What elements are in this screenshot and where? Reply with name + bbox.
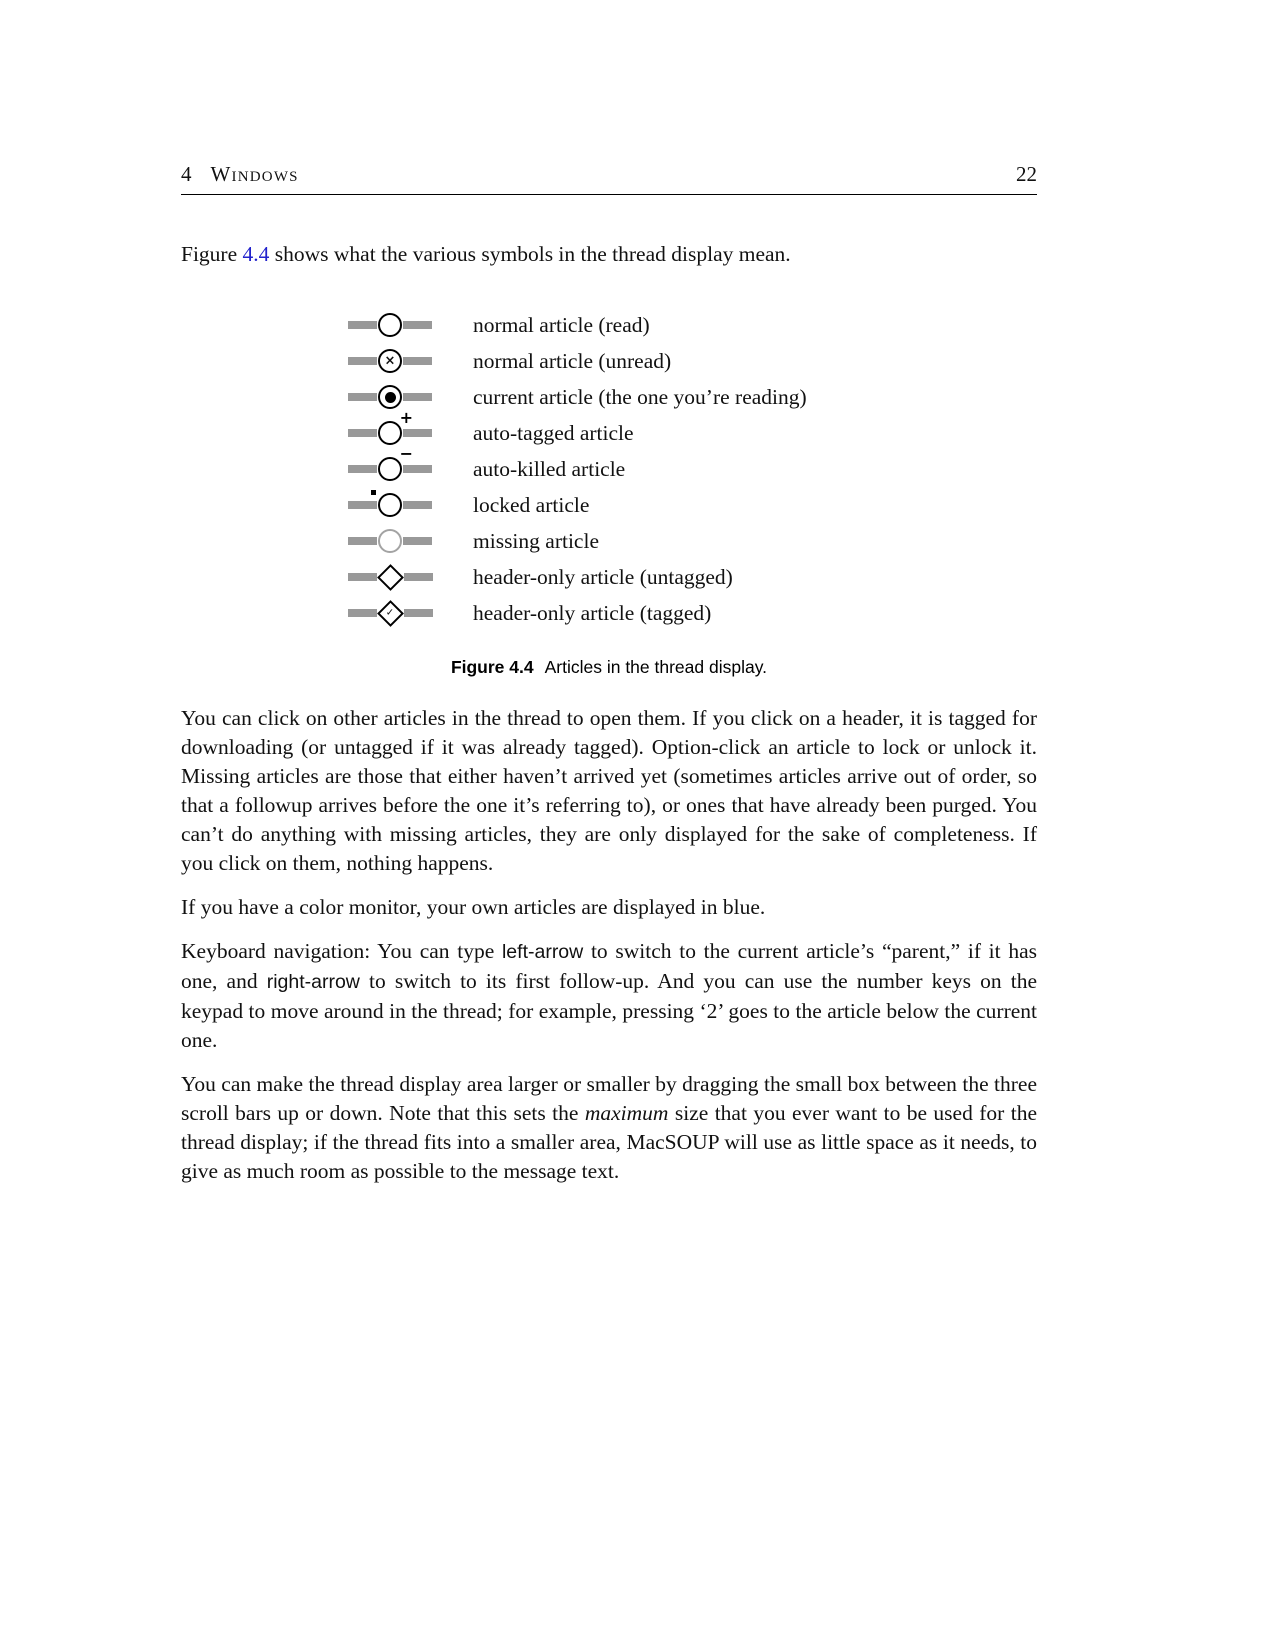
section-title: Windows bbox=[210, 162, 299, 186]
symbol-row-missing bbox=[333, 523, 1037, 559]
symbol-label: normal article (unread) bbox=[473, 348, 672, 373]
figure-caption bbox=[181, 657, 1037, 678]
symbol-label: missing article bbox=[473, 528, 599, 553]
symbol-row-unread bbox=[333, 343, 1037, 379]
section-number: 4 bbox=[181, 162, 192, 186]
paragraph-resize-thread-display bbox=[181, 1070, 1037, 1186]
intro-text-before: Figure bbox=[181, 242, 243, 266]
page-number: 22 bbox=[1016, 162, 1037, 186]
page-content bbox=[181, 162, 1037, 1186]
thread-line-right bbox=[403, 429, 432, 437]
figure-4-4-link[interactable]: 4.4 bbox=[242, 242, 270, 266]
symbol-label: normal article (read) bbox=[473, 312, 650, 337]
current-article-icon bbox=[333, 385, 447, 409]
article-circle bbox=[378, 313, 402, 337]
symbol-row-auto-tagged bbox=[333, 408, 1037, 451]
locked-article-icon bbox=[333, 493, 447, 517]
thread-line-right bbox=[404, 573, 433, 581]
auto-killed-article-icon bbox=[333, 444, 447, 481]
lock-dot bbox=[371, 490, 376, 495]
header-diamond bbox=[377, 600, 404, 627]
figure-caption-label: Figure 4.4 bbox=[450, 657, 534, 677]
paragraph-color-monitor: If you have a color monitor, your own articles are displayed in blue. bbox=[181, 895, 766, 919]
plus-mark: + bbox=[399, 408, 413, 427]
article-circle bbox=[378, 349, 402, 373]
header-only-untagged-icon bbox=[333, 568, 447, 587]
thread-line-left bbox=[348, 357, 377, 365]
thread-symbol-table bbox=[333, 307, 1037, 631]
maximum-emphasis: maximum bbox=[584, 1101, 669, 1125]
unread-article-icon bbox=[333, 349, 447, 373]
filled-dot bbox=[385, 392, 396, 403]
symbol-row-current bbox=[333, 379, 1037, 415]
symbol-row-read bbox=[333, 307, 1037, 343]
symbol-label: header-only article (tagged) bbox=[473, 600, 712, 625]
cross-mark: × bbox=[384, 353, 396, 368]
article-circle-gray bbox=[378, 529, 402, 553]
symbol-label: locked article bbox=[473, 492, 590, 517]
article-circle bbox=[378, 385, 402, 409]
thread-line-left bbox=[348, 393, 377, 401]
header-diamond bbox=[377, 564, 404, 591]
keyboard-text-1: Keyboard navigation: You can type bbox=[181, 939, 502, 963]
resize-text-1: You can make the thread display area larger or smaller by dragging the small box between the three scroll bars up or down. Note that this sets the bbox=[181, 1072, 1037, 1125]
thread-line-right bbox=[403, 537, 432, 545]
paragraph-keyboard-navigation bbox=[181, 937, 1037, 1055]
article-circle bbox=[378, 408, 413, 445]
running-header bbox=[181, 162, 1037, 195]
keyboard-text-3: to switch to its first follow-up. And you can use the number keys on the keypad to move around in the thread; for example, pressing ‘2’ goes to the article below the current one. bbox=[181, 969, 1037, 1052]
check-mark: ✓ bbox=[385, 606, 395, 618]
thread-line-right bbox=[404, 609, 433, 617]
auto-tagged-article-icon bbox=[333, 408, 447, 445]
resize-text-2: size that you ever want to be used for the thread display; if the thread fits into a smaller area, MacSOUP will use as little space as it needs, to give as much room as possible to the message text. bbox=[181, 1101, 1037, 1183]
intro-paragraph bbox=[181, 240, 1037, 269]
symbol-label: header-only article (untagged) bbox=[473, 564, 733, 589]
figure-caption-text: Articles in the thread display. bbox=[544, 657, 768, 677]
article-circle bbox=[378, 444, 413, 481]
paragraph-click-behavior: You can click on other articles in the thread to open them. If you click on a header, it is tagged for downloading (or untagged if it was already tagged). Option-click an article to lock or unlock it. Missing articles are those that either haven’t arrived yet (sometimes articles arrive out of order, so that a followup arrives before the one it’s referring to), or ones that have already been purged. You can’t do anything with missing articles, they are only displayed for the sake of completeness. If you click on them, nothing happens. bbox=[181, 706, 1037, 875]
thread-line-left bbox=[348, 501, 377, 509]
symbol-row-header-tagged bbox=[333, 595, 1037, 631]
thread-line-left bbox=[348, 537, 377, 545]
right-arrow-key-name: right-arrow bbox=[266, 971, 360, 993]
thread-line-right bbox=[403, 465, 432, 473]
intro-text-after: shows what the various symbols in the thread display mean. bbox=[269, 242, 791, 266]
article-circle bbox=[378, 493, 402, 517]
thread-line-left bbox=[348, 609, 377, 617]
thread-line-right bbox=[403, 357, 432, 365]
thread-line-left bbox=[348, 321, 377, 329]
missing-article-icon bbox=[333, 529, 447, 553]
thread-line-left bbox=[348, 429, 377, 437]
symbol-row-auto-killed bbox=[333, 444, 1037, 487]
header-only-tagged-icon bbox=[333, 604, 447, 623]
symbol-row-header-untagged bbox=[333, 559, 1037, 595]
figure-4-4 bbox=[181, 307, 1037, 678]
symbol-label: auto-killed article bbox=[473, 456, 626, 481]
minus-mark: − bbox=[399, 444, 413, 463]
thread-line-right bbox=[403, 501, 432, 509]
read-article-icon bbox=[333, 313, 447, 337]
symbol-row-locked bbox=[333, 487, 1037, 523]
thread-line-right bbox=[403, 393, 432, 401]
symbol-label: auto-tagged article bbox=[473, 420, 634, 445]
symbol-label: current article (the one you’re reading) bbox=[473, 384, 807, 409]
thread-line-left bbox=[348, 465, 377, 473]
thread-line-right bbox=[403, 321, 432, 329]
thread-line-left bbox=[348, 573, 377, 581]
keyboard-text-2: to switch to the current article’s “parent,” if it has one, and bbox=[181, 939, 1037, 993]
left-arrow-key-name: left-arrow bbox=[501, 941, 584, 963]
